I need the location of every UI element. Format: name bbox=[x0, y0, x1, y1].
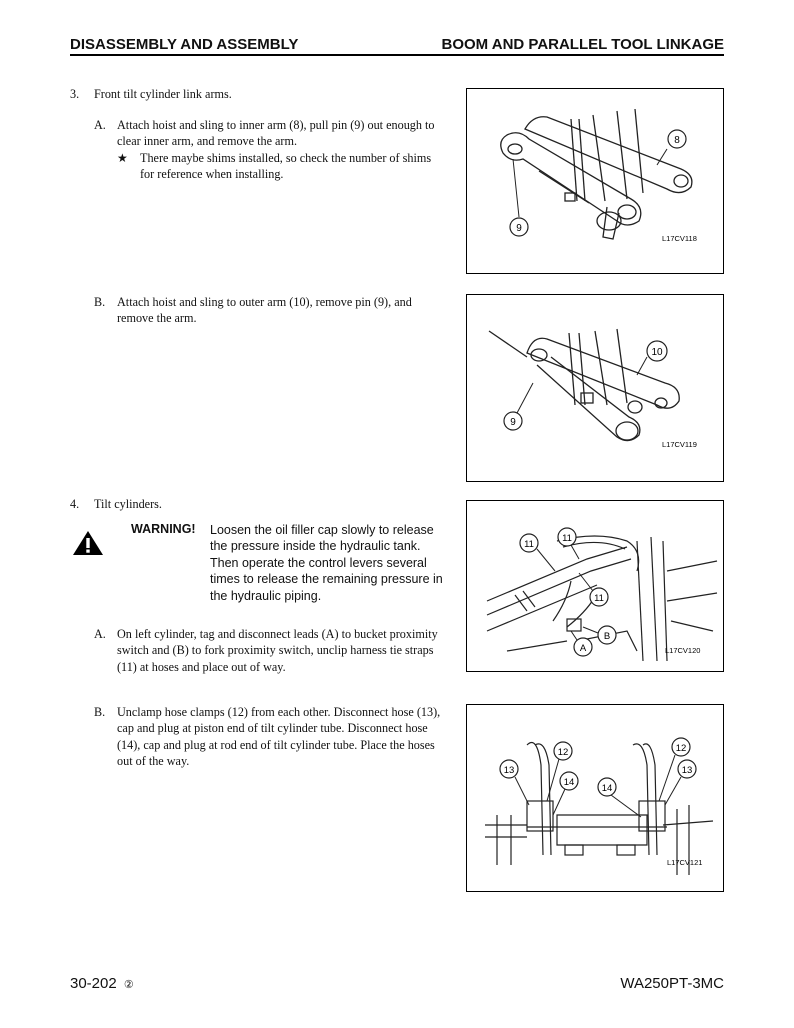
callout-9: 9 bbox=[516, 223, 522, 234]
header-chapter-title: BOOM AND PARALLEL TOOL LINKAGE bbox=[441, 36, 724, 53]
callout-13: 13 bbox=[681, 765, 693, 776]
warning-line: Loosen the oil filler cap slowly to release bbox=[210, 523, 434, 537]
step-4a-line: On left cylinder, tag and disconnect leads (A) to bucket proximity bbox=[117, 627, 438, 641]
callout-14: 14 bbox=[601, 783, 613, 794]
figure-2-caption: L17CV119 bbox=[662, 440, 697, 449]
warning-line: the pressure inside the hydraulic tank. bbox=[210, 539, 421, 554]
callout-a: A bbox=[579, 643, 587, 654]
warning-label: WARNING! bbox=[131, 522, 196, 536]
left-cylinder-illustration bbox=[467, 501, 723, 671]
outer-arm-illustration bbox=[467, 295, 723, 481]
step-4a-line: (11) at hoses and place out of way. bbox=[117, 659, 286, 674]
warning-line: times to release the remaining pressure in bbox=[210, 572, 443, 587]
step-4b-line: out of the way. bbox=[117, 754, 190, 769]
step-3a-note-line-1: There maybe shims installed, so check the number of shims bbox=[140, 151, 432, 165]
figure-outer-arm bbox=[466, 294, 724, 482]
figure-left-cylinder-leads bbox=[466, 500, 724, 672]
step-3b-label: B. bbox=[94, 295, 106, 309]
step-4a-line: switch and (B) to fork proximity switch, unclip harness tie straps bbox=[117, 643, 434, 658]
step-3a-label: A. bbox=[94, 118, 106, 132]
step-3b-line-2: remove the arm. bbox=[117, 311, 197, 325]
step-4a-label: A. bbox=[94, 627, 106, 641]
callout-11: 11 bbox=[562, 533, 572, 544]
step-4b-line: Unclamp hose clamps (12) from each other. Disconnect hose (13), bbox=[117, 705, 441, 719]
step-4-number: 4. bbox=[70, 497, 80, 511]
footer-model: WA250PT-3MC bbox=[620, 975, 724, 992]
callout-11: 11 bbox=[524, 539, 534, 550]
callout-b: B bbox=[603, 631, 611, 642]
figure-hose-clamps bbox=[466, 704, 724, 892]
step-3b-line-1: Attach hoist and sling to outer arm (10), remove pin (9), and bbox=[117, 295, 412, 309]
callout-9: 9 bbox=[510, 417, 516, 428]
step-4b-line: (14), cap and plug at rod end of tilt cylinder tube. Place the hoses bbox=[117, 737, 435, 752]
footer-page-number bbox=[70, 975, 134, 992]
warning-text bbox=[210, 522, 465, 604]
callout-8: 8 bbox=[674, 135, 680, 146]
step-4b-label: B. bbox=[94, 705, 106, 719]
step-4a-text bbox=[117, 626, 462, 675]
revision-mark: ② bbox=[123, 979, 134, 991]
callout-11: 11 bbox=[594, 593, 604, 604]
callout-13: 13 bbox=[503, 765, 515, 776]
step-4b-line: cap and plug at piston end of tilt cylinder tube. Disconnect hose bbox=[117, 721, 428, 736]
step-3-number: 3. bbox=[70, 87, 80, 101]
step-4b-text bbox=[117, 704, 462, 770]
step-4-title: Tilt cylinders. bbox=[94, 497, 162, 511]
header-rule bbox=[70, 54, 724, 56]
warning-line: the hydraulic piping. bbox=[210, 588, 322, 603]
inner-arm-illustration bbox=[467, 89, 723, 273]
step-3a-line-2: clear inner arm, and remove the arm. bbox=[117, 134, 298, 148]
figure-1-caption: L17CV118 bbox=[662, 234, 697, 243]
figure-3-caption: L17CV120 bbox=[665, 646, 701, 655]
callout-12: 12 bbox=[675, 743, 687, 754]
callout-14: 14 bbox=[563, 777, 575, 788]
header-section-title: DISASSEMBLY AND ASSEMBLY bbox=[70, 36, 299, 53]
callout-10: 10 bbox=[651, 347, 663, 358]
page-number: 30-202 bbox=[70, 975, 117, 992]
hose-clamps-illustration bbox=[467, 705, 723, 891]
warning-line: Then operate the control levers several bbox=[210, 555, 427, 570]
step-3a-line-1: Attach hoist and sling to inner arm (8), pull pin (9) out enough to bbox=[117, 118, 435, 132]
callout-12: 12 bbox=[557, 747, 569, 758]
step-3a-note-line-2: for reference when installing. bbox=[140, 167, 284, 181]
figure-inner-arm bbox=[466, 88, 724, 274]
step-3-title: Front tilt cylinder link arms. bbox=[94, 87, 232, 101]
figure-4-caption: L17CV121 bbox=[667, 858, 703, 867]
warning-triangle-icon bbox=[72, 530, 104, 556]
star-icon: ★ bbox=[117, 151, 128, 165]
